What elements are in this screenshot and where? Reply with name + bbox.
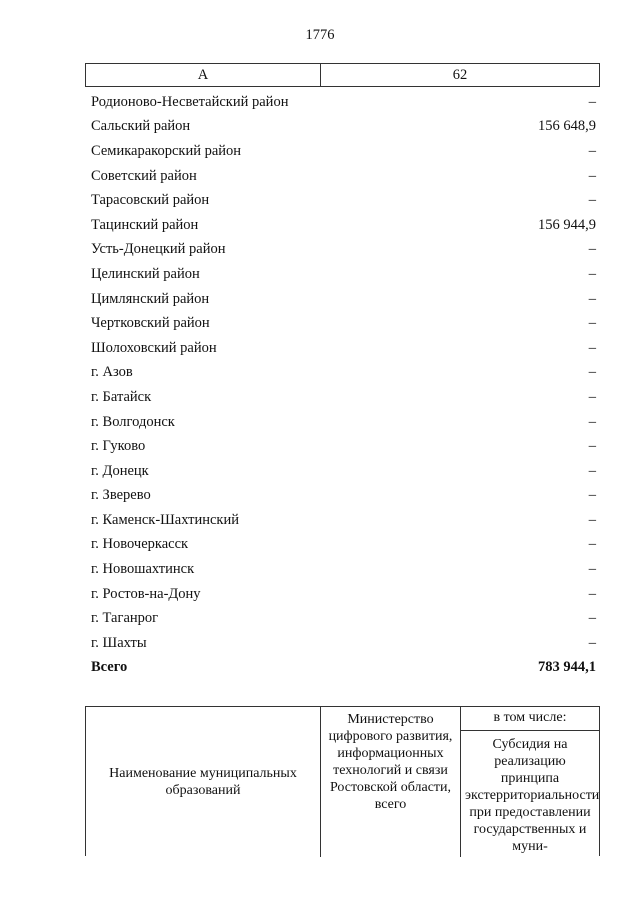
header-col-b: 62 <box>452 67 468 83</box>
table-row <box>91 361 596 386</box>
including-column <box>461 707 599 857</box>
municipality-name: Тацинский район <box>91 216 199 233</box>
municipality-name: г. Волгодонск <box>91 413 175 430</box>
table-row <box>91 606 596 631</box>
table-row <box>91 459 596 484</box>
municipality-value: – <box>588 339 596 356</box>
municipality-value: – <box>588 265 596 282</box>
including-header: в том числе: <box>461 707 599 731</box>
total-row <box>91 656 596 681</box>
municipality-value: – <box>588 192 596 209</box>
table-row <box>91 164 596 189</box>
municipality-name: Цимлянский район <box>91 290 210 307</box>
municipality-name: г. Зверево <box>91 487 151 504</box>
table-row <box>91 533 596 558</box>
municipality-name: г. Ростов-на-Дону <box>91 585 201 602</box>
municipality-name: г. Донецк <box>91 462 149 479</box>
municipality-name: Чертковский район <box>91 315 210 332</box>
municipality-name: Целинский район <box>91 265 200 282</box>
municipality-name: г. Азов <box>91 364 133 381</box>
municipality-value: – <box>588 388 596 405</box>
municipality-name-header: Наименование муниципальных образований <box>86 707 321 857</box>
municipality-value: – <box>588 93 596 110</box>
table-row <box>91 410 596 435</box>
table-row <box>91 139 596 164</box>
municipality-value: – <box>588 585 596 602</box>
municipality-value: – <box>588 511 596 528</box>
municipality-name: г. Новошахтинск <box>91 561 195 578</box>
municipality-value: 156 648,9 <box>538 118 596 135</box>
municipality-value: – <box>588 634 596 651</box>
municipality-name: Советский район <box>91 167 197 184</box>
municipality-name: г. Таганрог <box>91 610 159 627</box>
municipality-value: 156 944,9 <box>538 216 596 233</box>
table-header <box>85 63 600 87</box>
table-row <box>91 434 596 459</box>
municipality-value: – <box>588 241 596 258</box>
municipality-name: Усть-Донецкий район <box>91 241 226 258</box>
total-label: Всего <box>91 659 128 676</box>
municipality-name: Родионово-Несветайский район <box>91 93 289 110</box>
municipality-value: – <box>588 610 596 627</box>
municipality-name: г. Шахты <box>91 634 147 651</box>
municipality-value: – <box>588 167 596 184</box>
total-value: 783 944,1 <box>538 659 596 676</box>
table-row <box>91 557 596 582</box>
municipality-name: г. Гуково <box>91 438 146 455</box>
table-row <box>91 213 596 238</box>
municipality-name: г. Новочеркасск <box>91 536 189 553</box>
page-number: 1776 <box>305 27 335 43</box>
municipality-value: – <box>588 413 596 430</box>
table-row <box>91 115 596 140</box>
table-row <box>91 385 596 410</box>
municipality-value: – <box>588 487 596 504</box>
municipality-name: Семикаракорский район <box>91 142 242 159</box>
table-row <box>91 287 596 312</box>
table-row <box>91 582 596 607</box>
municipality-value: – <box>588 561 596 578</box>
table-row <box>91 90 596 115</box>
municipality-value: – <box>588 462 596 479</box>
municipality-value: – <box>588 364 596 381</box>
table-row <box>91 238 596 263</box>
table-row <box>91 508 596 533</box>
municipality-value: – <box>588 315 596 332</box>
municipality-value: – <box>588 290 596 307</box>
municipality-value: – <box>588 438 596 455</box>
header-col-a: А <box>86 64 321 86</box>
municipality-name: Шолоховский район <box>91 339 217 356</box>
municipality-list <box>91 90 596 680</box>
municipality-value: – <box>588 536 596 553</box>
municipality-name: г. Каменск-Шахтинский <box>91 511 239 528</box>
municipality-name: г. Батайск <box>91 388 152 405</box>
table-row <box>91 188 596 213</box>
table-row <box>91 262 596 287</box>
ministry-total-header: Министерство цифрового развития, информационных технологий и связи Ростовской области, всего <box>321 707 461 857</box>
subsidy-header: Субсидия на реализацию принципа экстерриториальности при предоставлении государственных и муни- <box>465 737 600 854</box>
second-table-header <box>85 706 600 856</box>
municipality-name: Тарасовский район <box>91 192 210 209</box>
table-row <box>91 311 596 336</box>
municipality-value: – <box>588 142 596 159</box>
table-row <box>91 336 596 361</box>
municipality-name: Сальский район <box>91 118 191 135</box>
table-row <box>91 631 596 656</box>
table-row <box>91 484 596 509</box>
